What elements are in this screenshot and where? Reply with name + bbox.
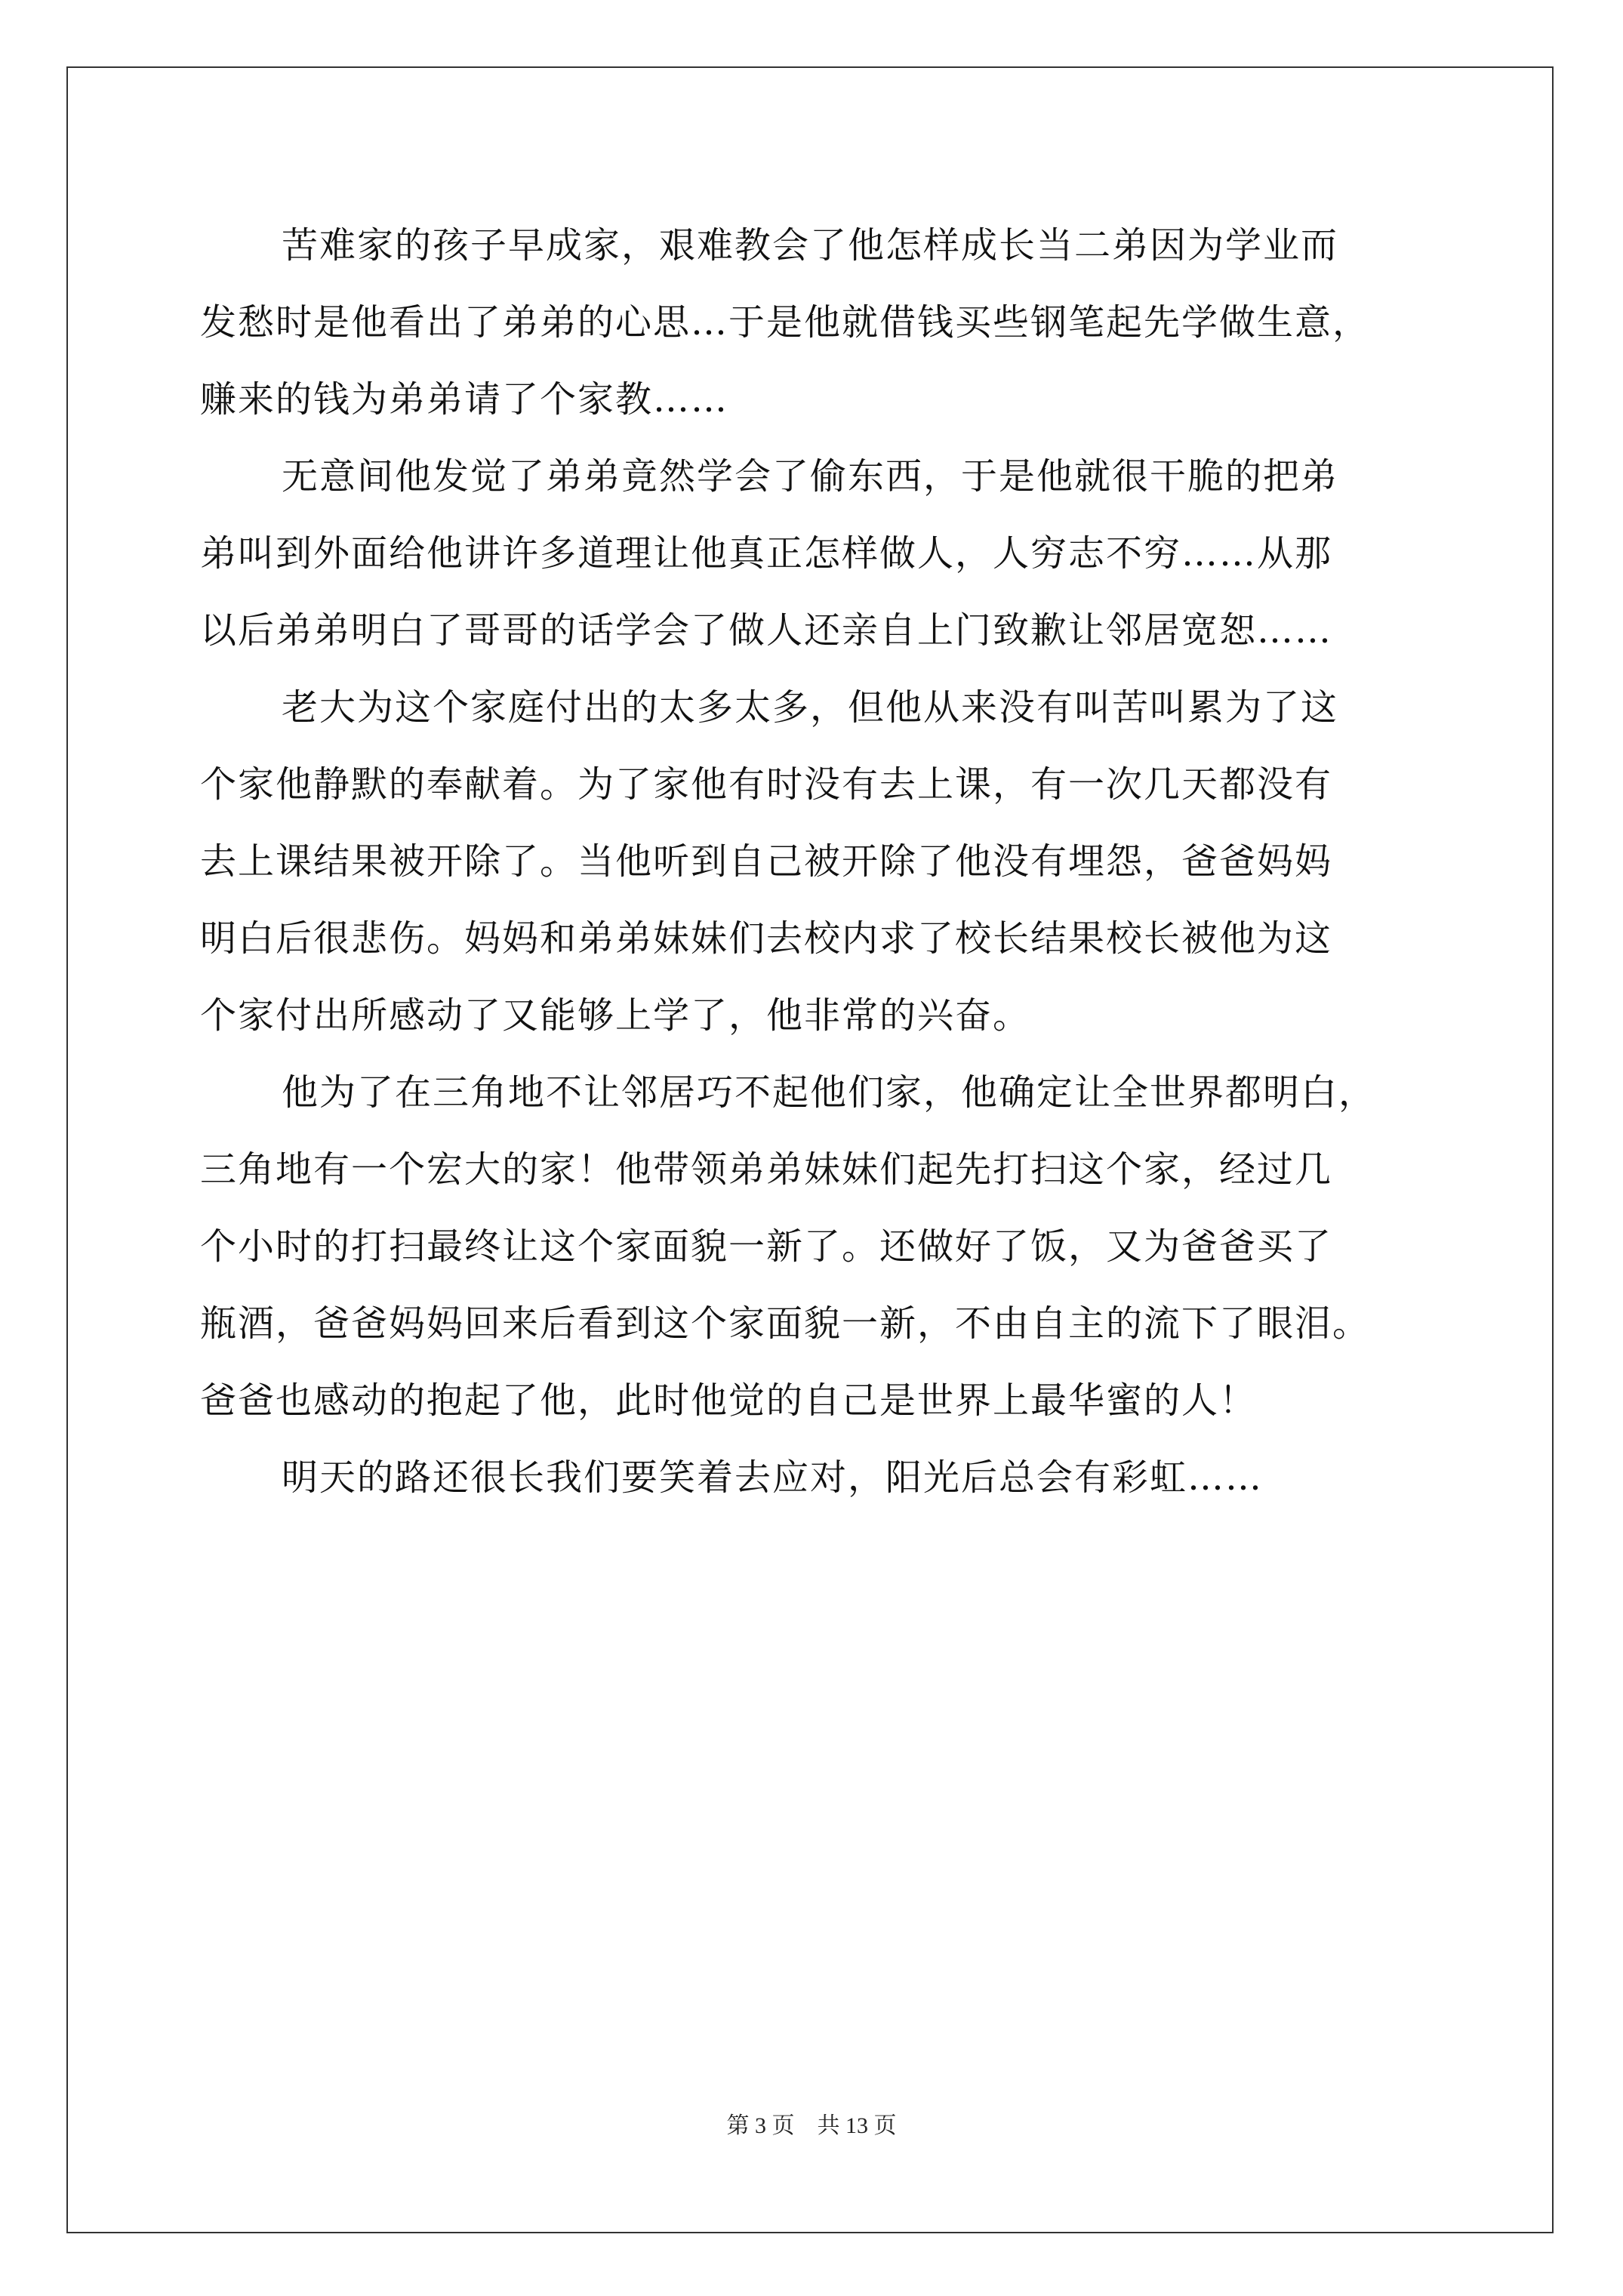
page-number: 第 3 页 共 13 页 [726, 2113, 897, 2138]
paragraph-4-line-1: 他为了在三角地不让邻居巧不起他们家，他确定让全世界都明白， [282, 1071, 1377, 1114]
paragraph-4-line-3: 个小时的打扫最终让这个家面貌一新了。还做好了饭，又为爸爸买了 [200, 1225, 1333, 1268]
paragraph-1-line-1: 苦难家的孩子早成家，艰难教会了他怎样成长当二弟因为学业而 [282, 224, 1339, 267]
paragraph-5-line-1: 明天的路还很长我们要笑着去应对，阳光后总会有彩虹…… [282, 1456, 1264, 1499]
paragraph-1-line-3: 赚来的钱为弟弟请了个家教…… [200, 378, 729, 421]
paragraph-2-line-1: 无意间他发觉了弟弟竟然学会了偷东西，于是他就很干脆的把弟 [282, 455, 1339, 498]
paragraph-4-line-2: 三角地有一个宏大的家！他带领弟弟妹妹们起先打扫这个家，经过几 [200, 1148, 1333, 1191]
paragraph-3-line-2: 个家他静默的奉献着。为了家他有时没有去上课，有一次几天都没有 [200, 763, 1333, 806]
paragraph-4-line-4: 瓶酒，爸爸妈妈回来后看到这个家面貌一新，不由自主的流下了眼泪。 [200, 1302, 1371, 1345]
paragraph-2-line-3: 以后弟弟明白了哥哥的话学会了做人还亲自上门致歉让邻居宽恕…… [200, 609, 1333, 652]
paragraph-3-line-5: 个家付出所感动了又能够上学了，他非常的兴奋。 [200, 994, 1031, 1037]
paragraph-3-line-1: 老大为这个家庭付出的太多太多，但他从来没有叫苦叫累为了这 [282, 686, 1339, 729]
paragraph-2-line-2: 弟叫到外面给他讲许多道理让他真正怎样做人，人穷志不穷……从那 [200, 532, 1333, 575]
paragraph-4-line-5: 爸爸也感动的抱起了他，此时他觉的自己是世界上最华蜜的人！ [200, 1379, 1258, 1422]
paragraph-1-line-2: 发愁时是他看出了弟弟的心思…于是他就借钱买些钢笔起先学做生意， [200, 301, 1371, 344]
paragraph-3-line-3: 去上课结果被开除了。当他听到自己被开除了他没有埋怨，爸爸妈妈 [200, 840, 1333, 883]
paragraph-3-line-4: 明白后很悲伤。妈妈和弟弟妹妹们去校内求了校长结果校长被他为这 [200, 917, 1333, 960]
